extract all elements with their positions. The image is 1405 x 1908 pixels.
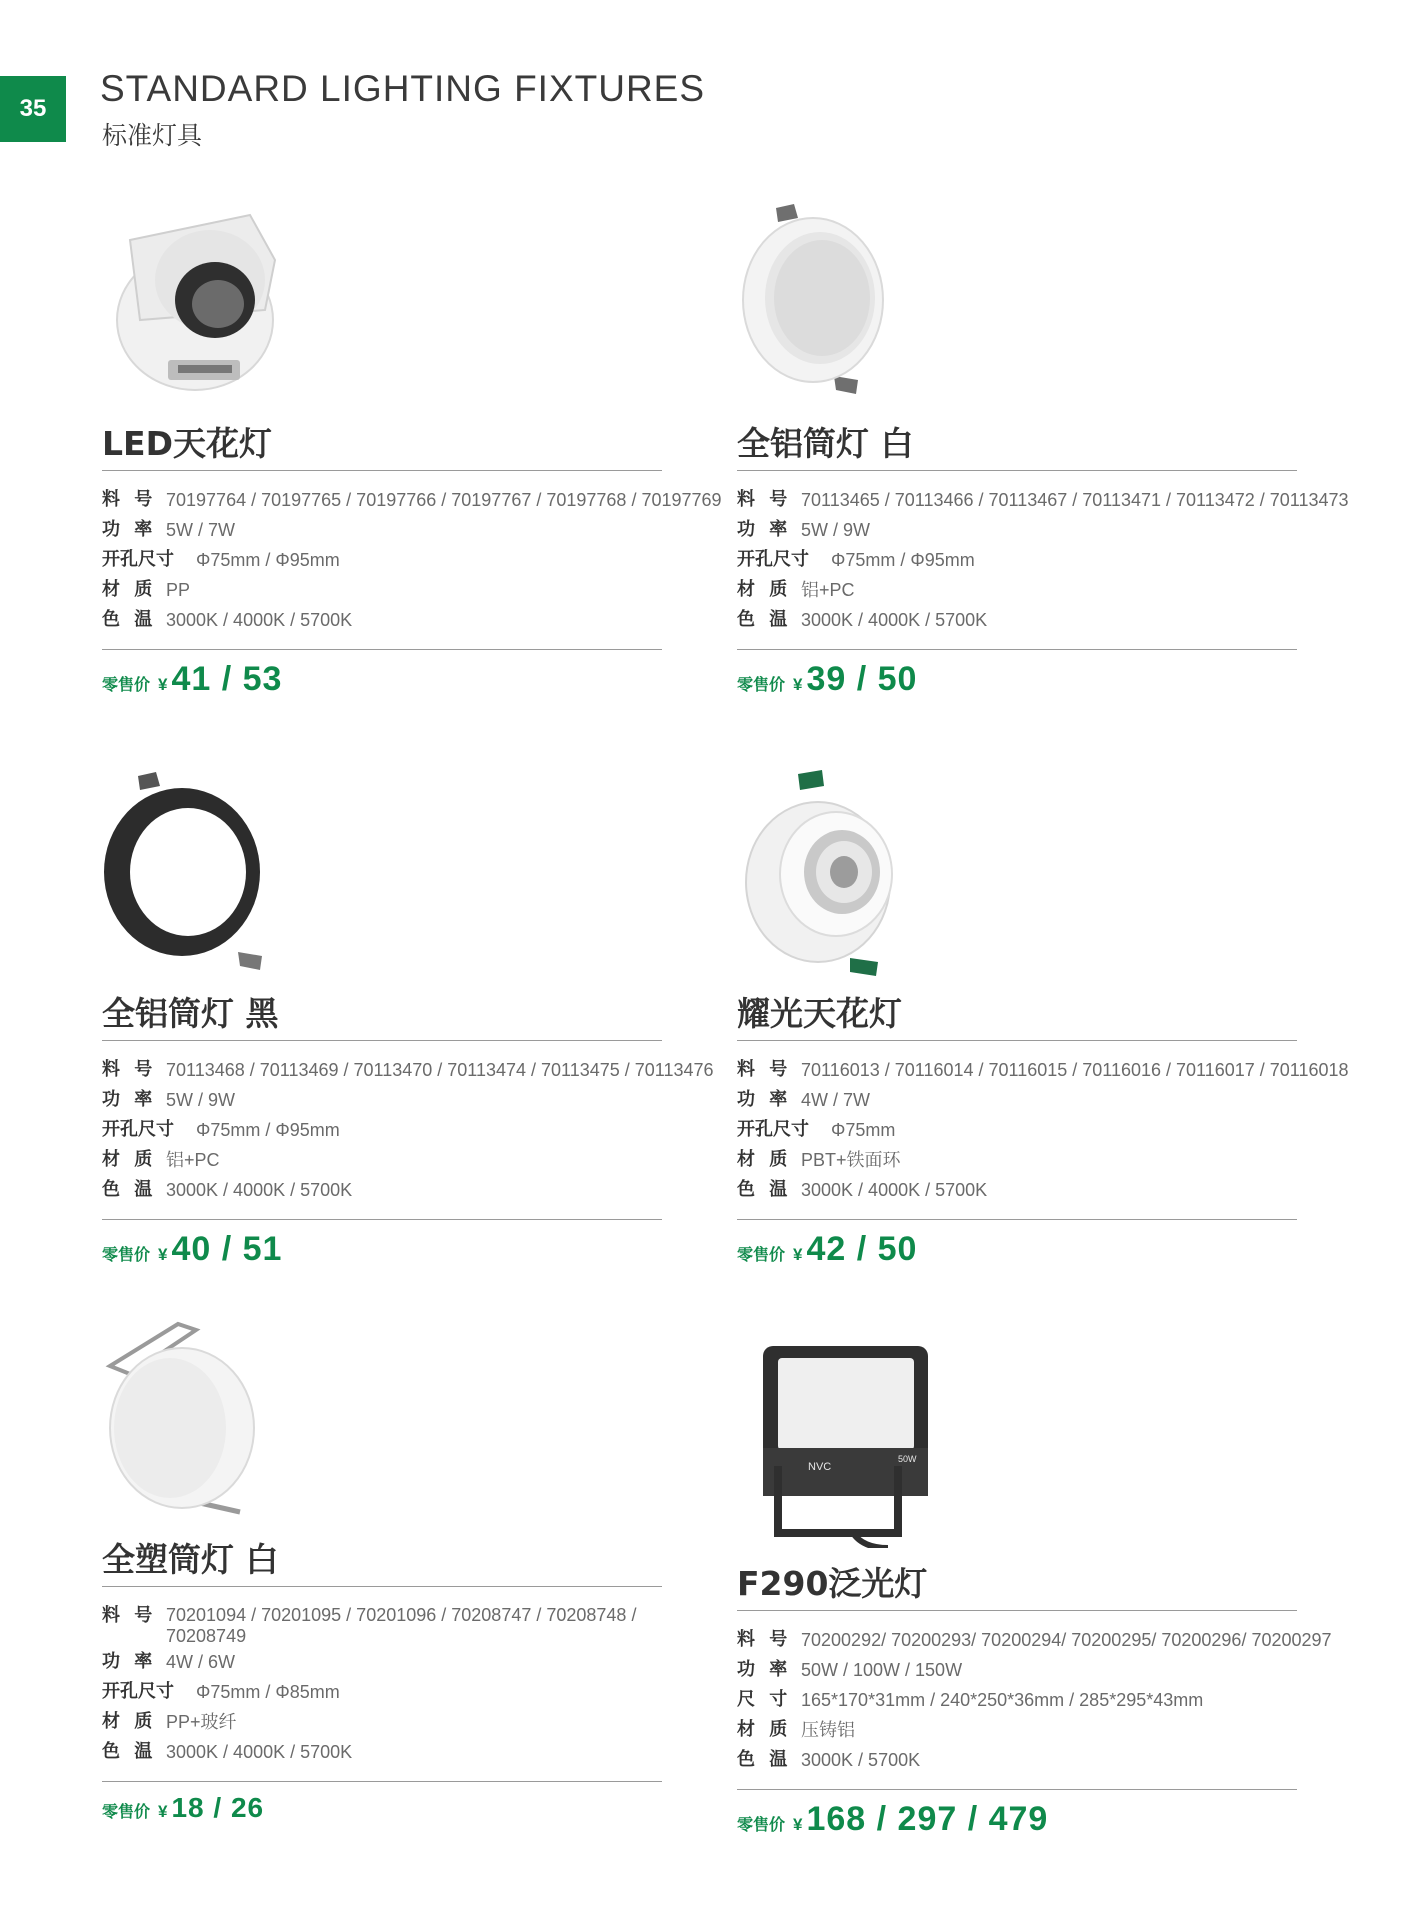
spec-row-size: [737, 1685, 1297, 1715]
price-currency: ¥: [793, 675, 803, 694]
spec-label: 料 号: [737, 1059, 792, 1080]
price-currency: ¥: [158, 1802, 168, 1821]
spec-list: [737, 485, 1349, 635]
spec-row-cutout: [102, 1677, 662, 1707]
spec-label: 开孔尺寸: [102, 1119, 174, 1140]
spec-label: 料 号: [102, 1059, 157, 1080]
spec-label: 材 质: [102, 1711, 157, 1732]
spec-label: 色 温: [737, 609, 792, 630]
spec-row-material: [737, 575, 1297, 605]
product-title: 全铝筒灯 黑: [102, 990, 662, 1041]
spec-row-cutout: [737, 1115, 1297, 1145]
price-value: 39 / 50: [806, 660, 918, 698]
price-currency: ¥: [158, 675, 168, 694]
spec-label: 料 号: [102, 1605, 157, 1626]
price-currency: ¥: [158, 1245, 168, 1264]
spec-row-power: [102, 515, 662, 545]
spec-value: 5W / 9W: [801, 520, 871, 540]
spec-value: 70113468 / 70113469 / 70113470 / 70113474 / 70113475 / 70113476: [166, 1060, 714, 1080]
spec-row-color-temp: [102, 1737, 662, 1767]
floodlight-image: [758, 1338, 948, 1548]
price-label: 零售价: [102, 1245, 151, 1264]
price-value: 40 / 51: [171, 1230, 283, 1268]
spec-label: 开孔尺寸: [102, 1681, 174, 1702]
spec-row-material: [102, 1707, 662, 1737]
spec-value: 铝+PC: [801, 580, 855, 600]
spec-row-color-temp: [737, 605, 1297, 635]
product-card-spotlight-ceiling-light: [737, 990, 1349, 1269]
spec-label: 色 温: [102, 1741, 157, 1762]
aluminum-downlight-black-image: [100, 770, 270, 980]
spec-label: 料 号: [737, 1629, 792, 1650]
spec-label: 材 质: [102, 1149, 157, 1170]
spec-value: 5W / 7W: [166, 520, 236, 540]
spec-value: Φ75mm / Φ95mm: [196, 550, 340, 570]
spec-label: 色 温: [737, 1179, 792, 1200]
divider: [102, 1781, 662, 1782]
spec-value: 4W / 6W: [166, 1652, 236, 1672]
spec-label: 材 质: [737, 1719, 792, 1740]
price-label: 零售价: [737, 675, 786, 694]
spec-label: 开孔尺寸: [102, 549, 174, 570]
spec-list: [737, 1625, 1332, 1775]
price-label: 零售价: [102, 1802, 151, 1821]
spec-value: 4W / 7W: [801, 1090, 871, 1110]
spec-label: 功 率: [102, 1089, 157, 1110]
spec-value: 5W / 9W: [166, 1090, 236, 1110]
spec-row-cutout: [737, 545, 1297, 575]
price-value: 41 / 53: [171, 660, 283, 698]
spec-value: PP+玻纤: [166, 1712, 237, 1732]
price-label: 零售价: [737, 1245, 786, 1264]
price-row: [737, 660, 1297, 699]
spec-value: 50W / 100W / 150W: [801, 1660, 963, 1680]
divider: [737, 1789, 1297, 1790]
product-card-plastic-downlight-white: [102, 1536, 662, 1824]
product-title: F290泛光灯: [737, 1560, 1297, 1611]
product-card-floodlight: [737, 1560, 1332, 1839]
divider: [737, 1219, 1297, 1220]
spec-value: 70113465 / 70113466 / 70113467 / 70113471 / 70113472 / 70113473: [801, 490, 1349, 510]
price-value: 42 / 50: [806, 1230, 918, 1268]
spec-label: 材 质: [737, 1149, 792, 1170]
spec-label: 开孔尺寸: [737, 549, 809, 570]
spec-label: 功 率: [737, 1089, 792, 1110]
spec-label: 功 率: [737, 519, 792, 540]
floodlight-brand-text: NVC: [808, 1461, 832, 1473]
spec-value: 3000K / 4000K / 5700K: [166, 1180, 353, 1200]
spec-value: 铝+PC: [166, 1150, 220, 1170]
spec-label: 尺 寸: [737, 1689, 792, 1710]
spec-row-power: [737, 515, 1297, 545]
spec-label: 材 质: [737, 579, 792, 600]
spec-value: Φ75mm / Φ85mm: [196, 1682, 340, 1702]
spec-value: 3000K / 4000K / 5700K: [166, 1742, 353, 1762]
spec-value: 3000K / 4000K / 5700K: [801, 1180, 988, 1200]
spec-value: 压铸铝: [801, 1720, 855, 1740]
price-row: [102, 660, 662, 699]
floodlight-wattage-text: 50W: [898, 1454, 917, 1464]
price-row: [737, 1800, 1297, 1839]
price-currency: ¥: [793, 1245, 803, 1264]
spec-row-power: [737, 1085, 1297, 1115]
price-row: [102, 1792, 662, 1824]
spec-value: Φ75mm / Φ95mm: [196, 1120, 340, 1140]
price-row: [737, 1230, 1297, 1269]
price-value: 18 / 26: [171, 1792, 265, 1823]
spec-row-model: [737, 1625, 1332, 1655]
page-number-badge: 35: [0, 76, 66, 142]
spec-row-color-temp: [102, 605, 662, 635]
product-card-aluminum-downlight-black: [102, 990, 714, 1269]
led-ceiling-light-image: [100, 200, 290, 405]
spec-value: Φ75mm / Φ95mm: [831, 550, 975, 570]
spec-row-model: [102, 1055, 714, 1085]
spec-row-model: [737, 485, 1349, 515]
spec-value: 70201094 / 70201095 / 70201096 / 70208747 / 70208748 / 70208749: [166, 1605, 637, 1646]
spec-row-material: [102, 1145, 662, 1175]
spec-row-model: [102, 1601, 662, 1647]
spec-label: 色 温: [102, 609, 157, 630]
spec-label: 功 率: [737, 1659, 792, 1680]
spec-row-power: [102, 1647, 662, 1677]
price-label: 零售价: [102, 675, 151, 694]
page-title-en: STANDARD LIGHTING FIXTURES: [100, 68, 706, 109]
spec-label: 料 号: [102, 489, 157, 510]
spec-label: 材 质: [102, 579, 157, 600]
product-card-aluminum-downlight-white: [737, 420, 1349, 699]
spec-list: [102, 1601, 662, 1767]
spec-row-model: [102, 485, 722, 515]
spec-row-material: [102, 575, 662, 605]
spec-value: 165*170*31mm / 240*250*36mm / 285*295*43mm: [801, 1690, 1204, 1710]
plastic-downlight-white-image: [100, 1316, 260, 1526]
spotlight-ceiling-light-image: [738, 770, 908, 980]
spec-value: 3000K / 4000K / 5700K: [801, 610, 988, 630]
spec-label: 色 温: [737, 1749, 792, 1770]
price-value: 168 / 297 / 479: [806, 1800, 1049, 1838]
divider: [102, 1219, 662, 1220]
spec-label: 料 号: [737, 489, 792, 510]
product-card-led-ceiling-light: [102, 420, 722, 699]
spec-value: 70200292/ 70200293/ 70200294/ 70200295/ 70200296/ 70200297: [801, 1630, 1332, 1650]
product-title: 全塑筒灯 白: [102, 1536, 662, 1587]
spec-list: [102, 485, 722, 635]
price-currency: ¥: [793, 1815, 803, 1834]
spec-list: [737, 1055, 1349, 1205]
spec-value: 3000K / 4000K / 5700K: [166, 610, 353, 630]
divider: [102, 649, 662, 650]
product-title: LED天花灯: [102, 420, 662, 471]
spec-row-material: [737, 1715, 1297, 1745]
spec-row-cutout: [102, 1115, 662, 1145]
product-title: 耀光天花灯: [737, 990, 1297, 1041]
price-row: [102, 1230, 662, 1269]
divider: [737, 649, 1297, 650]
spec-value: 3000K / 5700K: [801, 1750, 921, 1770]
product-title: 全铝筒灯 白: [737, 420, 1297, 471]
spec-value: PBT+铁面环: [801, 1150, 901, 1170]
spec-row-power: [737, 1655, 1297, 1685]
spec-label: 色 温: [102, 1179, 157, 1200]
spec-value: Φ75mm: [831, 1120, 896, 1140]
spec-value: PP: [166, 580, 191, 600]
spec-row-cutout: [102, 545, 662, 575]
price-label: 零售价: [737, 1815, 786, 1834]
spec-row-color-temp: [737, 1745, 1297, 1775]
spec-value: 70116013 / 70116014 / 70116015 / 70116016 / 70116017 / 70116018: [801, 1060, 1349, 1080]
spec-row-power: [102, 1085, 662, 1115]
spec-value: 70197764 / 70197765 / 70197766 / 70197767 / 70197768 / 70197769: [166, 490, 722, 510]
spec-row-material: [737, 1145, 1297, 1175]
spec-row-color-temp: [102, 1175, 662, 1205]
spec-list: [102, 1055, 714, 1205]
aluminum-downlight-white-image: [738, 200, 888, 400]
spec-label: 功 率: [102, 519, 157, 540]
spec-row-model: [737, 1055, 1349, 1085]
spec-label: 功 率: [102, 1651, 157, 1672]
spec-row-color-temp: [737, 1175, 1297, 1205]
page-title-cn: 标准灯具: [102, 121, 203, 150]
spec-label: 开孔尺寸: [737, 1119, 809, 1140]
